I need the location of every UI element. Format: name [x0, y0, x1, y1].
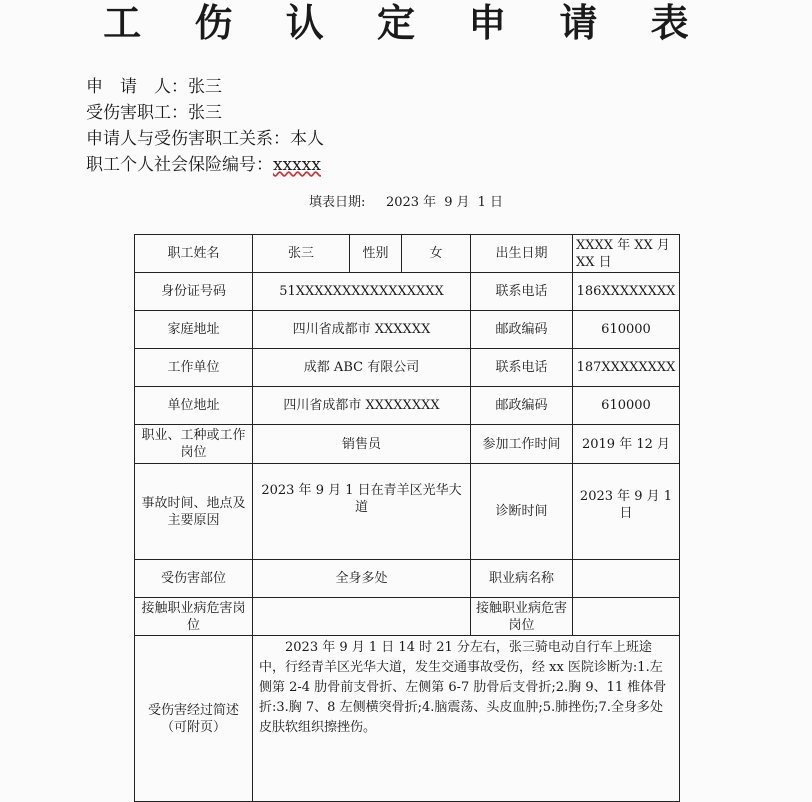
- name-label: 职工姓名: [135, 235, 253, 273]
- fill-date-year: 2023: [385, 195, 420, 210]
- fill-date-month-unit: 月: [456, 195, 470, 210]
- home-addr-label: 家庭地址: [135, 311, 253, 349]
- table-row: [135, 560, 680, 598]
- unit-zip-label: 邮政编码: [471, 387, 573, 425]
- table-row: [135, 425, 680, 464]
- home-addr-value: 四川省成都市 XXXXXX: [253, 311, 471, 349]
- relation-line: [86, 128, 324, 150]
- description-value: 2023 年 9 月 1 日 14 时 21 分左右，张三骑电动自行车上班途中，行经青羊区光华大道，发生交通事故受伤，经 xx 医院诊断为:1.左侧第 2-4 肋骨前支骨折、左侧第 6-7 肋骨后支骨折;2.胸 9、11 椎体骨折:3.胸 7、8 左侧横突骨折;4.脑震荡、头皮血肿;5.肺挫伤;7.全身多处皮肤软组织擦挫伤。: [253, 636, 680, 802]
- table-row: [135, 387, 680, 425]
- gender-label: 性别: [350, 235, 402, 273]
- injury-form-table: [134, 234, 680, 802]
- unit-phone-value: 187XXXXXXXX: [573, 349, 680, 387]
- start-work-label: 参加工作时间: [471, 425, 573, 464]
- disease-value: [573, 560, 680, 598]
- diagnosis-label: 诊断时间: [471, 464, 573, 560]
- job-value: 销售员: [253, 425, 471, 464]
- accident-value: 2023 年 9 月 1 日在青羊区光华大道: [253, 464, 471, 560]
- phone-value: 186XXXXXXXX: [573, 273, 680, 311]
- injured-line: [86, 102, 222, 124]
- fill-date-month: 9: [444, 195, 453, 210]
- zip-value: 610000: [573, 311, 680, 349]
- relation-value: 本人: [290, 129, 324, 149]
- social-no-line: [86, 154, 321, 176]
- phone-label: 联系电话: [471, 273, 573, 311]
- id-label: 身份证号码: [135, 273, 253, 311]
- fill-date-day: 1: [477, 195, 486, 210]
- applicant-line: [86, 76, 222, 98]
- relation-label: 申请人与受伤害职工关系：: [86, 129, 290, 149]
- gender-value: 女: [402, 235, 471, 273]
- description-label: 受伤害经过简述（可附页）: [135, 636, 253, 802]
- unit-addr-value: 四川省成都市 XXXXXXXX: [253, 387, 471, 425]
- birth-label: 出生日期: [471, 235, 573, 273]
- applicant-value: 张三: [188, 77, 222, 97]
- id-value: 51XXXXXXXXXXXXXXXX: [253, 273, 471, 311]
- injury-part-label: 受伤害部位: [135, 560, 253, 598]
- start-work-value: 2019 年 12 月: [573, 425, 680, 464]
- fill-date-label: 填表日期:: [309, 195, 366, 210]
- fill-date-year-unit: 年: [423, 195, 437, 210]
- table-row: [135, 273, 680, 311]
- table-row: [135, 235, 680, 273]
- zip-label: 邮政编码: [471, 311, 573, 349]
- fill-date: [0, 194, 812, 212]
- table-row: [135, 636, 680, 802]
- injured-value: 张三: [188, 103, 222, 123]
- hazard-post-value-2: [573, 598, 680, 636]
- injury-part-value: 全身多处: [253, 560, 471, 598]
- table-row: [135, 349, 680, 387]
- birth-value: XXXX 年 XX 月 XX 日: [573, 235, 680, 273]
- name-value: 张三: [253, 235, 350, 273]
- accident-label: 事故时间、地点及主要原因: [135, 464, 253, 560]
- disease-label: 职业病名称: [471, 560, 573, 598]
- diagnosis-value: 2023 年 9 月 1 日: [573, 464, 680, 560]
- hazard-post-label-2: 接触职业病危害岗位: [471, 598, 573, 636]
- job-label: 职业、工种或工作岗位: [135, 425, 253, 464]
- unit-phone-label: 联系电话: [471, 349, 573, 387]
- hazard-post-label: 接触职业病危害岗位: [135, 598, 253, 636]
- unit-zip-value: 610000: [573, 387, 680, 425]
- unit-addr-label: 单位地址: [135, 387, 253, 425]
- hazard-post-value: [253, 598, 471, 636]
- table-row: [135, 311, 680, 349]
- work-unit-label: 工作单位: [135, 349, 253, 387]
- table-row: [135, 464, 680, 560]
- fill-date-day-unit: 日: [489, 195, 503, 210]
- applicant-label: 申 请 人：: [86, 77, 188, 97]
- table-row: [135, 598, 680, 636]
- social-no-value: xxxxx: [273, 155, 321, 175]
- work-unit-value: 成都 ABC 有限公司: [253, 349, 471, 387]
- injured-label: 受伤害职工：: [86, 103, 188, 123]
- social-no-label: 职工个人社会保险编号：: [86, 155, 273, 175]
- form-title: 工 伤 认 定 申 请 表: [103, 1, 709, 45]
